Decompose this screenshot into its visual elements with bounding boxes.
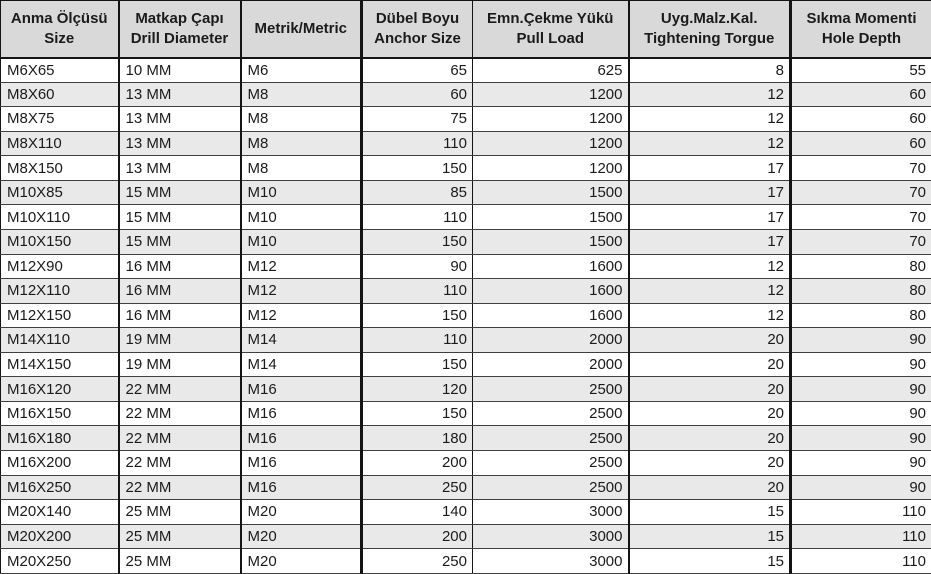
cell-hole-depth: 70 (791, 156, 931, 181)
cell-drill-diameter: 15 MM (119, 229, 241, 254)
cell-tightening-torque: 15 (629, 500, 791, 525)
cell-anchor-size: 110 (362, 131, 473, 156)
cell-drill-diameter: 10 MM (119, 58, 241, 83)
cell-metric: M10 (241, 205, 362, 230)
cell-hole-depth: 110 (791, 500, 931, 525)
table-row (1, 303, 931, 328)
header-metric (241, 1, 362, 58)
header-tightening-torque-en: Tightening Torgue (644, 29, 775, 47)
cell-metric: M20 (241, 549, 362, 574)
table-row (1, 229, 931, 254)
cell-metric: M10 (241, 229, 362, 254)
cell-drill-diameter: 25 MM (119, 500, 241, 525)
cell-size: M16X150 (1, 401, 119, 426)
cell-anchor-size: 150 (362, 156, 473, 181)
table-row (1, 131, 931, 156)
cell-anchor-size: 75 (362, 107, 473, 132)
cell-tightening-torque: 12 (629, 279, 791, 304)
cell-anchor-size: 110 (362, 328, 473, 353)
cell-tightening-torque: 17 (629, 180, 791, 205)
cell-size: M20X200 (1, 524, 119, 549)
table-row (1, 524, 931, 549)
cell-hole-depth: 90 (791, 426, 931, 451)
cell-metric: M12 (241, 303, 362, 328)
cell-anchor-size: 150 (362, 303, 473, 328)
cell-pull-load: 625 (473, 58, 629, 83)
cell-hole-depth: 70 (791, 180, 931, 205)
cell-pull-load: 1500 (473, 180, 629, 205)
cell-tightening-torque: 12 (629, 82, 791, 107)
table-row (1, 254, 931, 279)
cell-drill-diameter: 13 MM (119, 107, 241, 132)
cell-hole-depth: 70 (791, 205, 931, 230)
cell-pull-load: 1600 (473, 254, 629, 279)
cell-size: M16X120 (1, 377, 119, 402)
cell-size: M8X60 (1, 82, 119, 107)
cell-hole-depth: 55 (791, 58, 931, 83)
cell-anchor-size: 150 (362, 229, 473, 254)
cell-pull-load: 3000 (473, 549, 629, 574)
cell-hole-depth: 110 (791, 549, 931, 574)
cell-tightening-torque: 12 (629, 107, 791, 132)
cell-metric: M12 (241, 254, 362, 279)
table-row (1, 426, 931, 451)
cell-anchor-size: 60 (362, 82, 473, 107)
cell-size: M12X150 (1, 303, 119, 328)
cell-pull-load: 2000 (473, 352, 629, 377)
table-row (1, 352, 931, 377)
cell-drill-diameter: 16 MM (119, 254, 241, 279)
table-row (1, 107, 931, 132)
cell-tightening-torque: 8 (629, 58, 791, 83)
cell-hole-depth: 60 (791, 82, 931, 107)
cell-drill-diameter: 22 MM (119, 451, 241, 476)
cell-anchor-size: 65 (362, 58, 473, 83)
cell-drill-diameter: 13 MM (119, 131, 241, 156)
cell-size: M20X250 (1, 549, 119, 574)
cell-drill-diameter: 19 MM (119, 328, 241, 353)
cell-anchor-size: 200 (362, 524, 473, 549)
cell-tightening-torque: 15 (629, 549, 791, 574)
header-row (1, 1, 931, 58)
table-row (1, 500, 931, 525)
cell-pull-load: 2500 (473, 426, 629, 451)
cell-hole-depth: 80 (791, 303, 931, 328)
cell-drill-diameter: 25 MM (119, 524, 241, 549)
cell-hole-depth: 90 (791, 475, 931, 500)
header-anchor-size (362, 1, 473, 58)
cell-tightening-torque: 20 (629, 328, 791, 353)
cell-metric: M8 (241, 82, 362, 107)
cell-metric: M10 (241, 180, 362, 205)
cell-tightening-torque: 20 (629, 451, 791, 476)
cell-anchor-size: 85 (362, 180, 473, 205)
header-size-en: Size (44, 29, 75, 47)
header-anchor-size-tr: Dübel Boyu (375, 9, 460, 27)
table-row (1, 451, 931, 476)
cell-anchor-size: 90 (362, 254, 473, 279)
cell-drill-diameter: 25 MM (119, 549, 241, 574)
cell-anchor-size: 110 (362, 205, 473, 230)
table-row (1, 328, 931, 353)
cell-hole-depth: 90 (791, 328, 931, 353)
cell-size: M6X65 (1, 58, 119, 83)
cell-hole-depth: 90 (791, 451, 931, 476)
cell-pull-load: 3000 (473, 500, 629, 525)
table-row (1, 156, 931, 181)
header-pull-load (473, 1, 629, 58)
cell-size: M20X140 (1, 500, 119, 525)
cell-tightening-torque: 20 (629, 377, 791, 402)
cell-size: M12X110 (1, 279, 119, 304)
table-row (1, 279, 931, 304)
cell-hole-depth: 80 (791, 254, 931, 279)
cell-hole-depth: 90 (791, 352, 931, 377)
cell-size: M10X150 (1, 229, 119, 254)
header-hole-depth (791, 1, 931, 58)
table-header (1, 1, 931, 58)
cell-tightening-torque: 12 (629, 303, 791, 328)
cell-hole-depth: 60 (791, 131, 931, 156)
cell-size: M16X200 (1, 451, 119, 476)
cell-tightening-torque: 12 (629, 254, 791, 279)
cell-metric: M14 (241, 352, 362, 377)
table-row (1, 82, 931, 107)
cell-pull-load: 1200 (473, 156, 629, 181)
table-row (1, 401, 931, 426)
cell-metric: M14 (241, 328, 362, 353)
header-tightening-torque-tr: Uyg.Malz.Kal. (660, 9, 758, 27)
cell-metric: M8 (241, 107, 362, 132)
cell-metric: M16 (241, 377, 362, 402)
table-row (1, 180, 931, 205)
cell-hole-depth: 70 (791, 229, 931, 254)
cell-size: M10X110 (1, 205, 119, 230)
cell-drill-diameter: 22 MM (119, 401, 241, 426)
cell-pull-load: 2500 (473, 475, 629, 500)
cell-metric: M8 (241, 156, 362, 181)
table-row (1, 58, 931, 83)
cell-tightening-torque: 20 (629, 352, 791, 377)
cell-drill-diameter: 15 MM (119, 180, 241, 205)
cell-anchor-size: 140 (362, 500, 473, 525)
cell-metric: M20 (241, 524, 362, 549)
cell-pull-load: 2000 (473, 328, 629, 353)
cell-metric: M6 (241, 58, 362, 83)
header-drill-diameter (119, 1, 241, 58)
cell-hole-depth: 60 (791, 107, 931, 132)
header-drill-diameter-en: Drill Diameter (130, 29, 229, 47)
cell-metric: M16 (241, 451, 362, 476)
cell-anchor-size: 120 (362, 377, 473, 402)
cell-drill-diameter: 22 MM (119, 475, 241, 500)
cell-tightening-torque: 15 (629, 524, 791, 549)
cell-hole-depth: 110 (791, 524, 931, 549)
cell-anchor-size: 200 (362, 451, 473, 476)
table-body (1, 58, 931, 574)
cell-size: M16X180 (1, 426, 119, 451)
cell-size: M8X75 (1, 107, 119, 132)
cell-pull-load: 1200 (473, 131, 629, 156)
cell-tightening-torque: 20 (629, 426, 791, 451)
cell-anchor-size: 180 (362, 426, 473, 451)
header-hole-depth-tr: Sıkma Momenti (806, 9, 917, 27)
cell-pull-load: 2500 (473, 401, 629, 426)
cell-metric: M16 (241, 475, 362, 500)
cell-drill-diameter: 16 MM (119, 279, 241, 304)
cell-anchor-size: 250 (362, 549, 473, 574)
cell-hole-depth: 80 (791, 279, 931, 304)
cell-size: M10X85 (1, 180, 119, 205)
table-row (1, 377, 931, 402)
cell-pull-load: 2500 (473, 377, 629, 402)
header-drill-diameter-tr: Matkap Çapı (135, 9, 224, 27)
cell-tightening-torque: 17 (629, 205, 791, 230)
cell-metric: M16 (241, 401, 362, 426)
cell-hole-depth: 90 (791, 377, 931, 402)
header-tightening-torque (629, 1, 791, 58)
cell-size: M16X250 (1, 475, 119, 500)
cell-pull-load: 1600 (473, 279, 629, 304)
cell-anchor-size: 150 (362, 401, 473, 426)
cell-anchor-size: 250 (362, 475, 473, 500)
cell-drill-diameter: 22 MM (119, 377, 241, 402)
cell-pull-load: 2500 (473, 451, 629, 476)
cell-pull-load: 1500 (473, 205, 629, 230)
cell-metric: M20 (241, 500, 362, 525)
cell-metric: M8 (241, 131, 362, 156)
cell-pull-load: 1600 (473, 303, 629, 328)
cell-tightening-torque: 12 (629, 131, 791, 156)
cell-size: M14X110 (1, 328, 119, 353)
header-pull-load-tr: Emn.Çekme Yükü (487, 9, 614, 27)
cell-metric: M16 (241, 426, 362, 451)
cell-size: M8X110 (1, 131, 119, 156)
cell-anchor-size: 150 (362, 352, 473, 377)
cell-drill-diameter: 13 MM (119, 82, 241, 107)
cell-pull-load: 1200 (473, 82, 629, 107)
cell-drill-diameter: 19 MM (119, 352, 241, 377)
cell-pull-load: 1200 (473, 107, 629, 132)
header-metric-tr: Metrik/Metric (254, 19, 348, 37)
table-row (1, 475, 931, 500)
header-anchor-size-en: Anchor Size (374, 29, 461, 47)
cell-drill-diameter: 13 MM (119, 156, 241, 181)
cell-size: M14X150 (1, 352, 119, 377)
header-size (1, 1, 119, 58)
cell-pull-load: 3000 (473, 524, 629, 549)
cell-hole-depth: 90 (791, 401, 931, 426)
table-row (1, 205, 931, 230)
cell-metric: M12 (241, 279, 362, 304)
cell-drill-diameter: 22 MM (119, 426, 241, 451)
table-row (1, 549, 931, 574)
header-pull-load-en: Pull Load (516, 29, 584, 47)
cell-tightening-torque: 17 (629, 156, 791, 181)
cell-tightening-torque: 17 (629, 229, 791, 254)
cell-anchor-size: 110 (362, 279, 473, 304)
cell-drill-diameter: 15 MM (119, 205, 241, 230)
header-hole-depth-en: Hole Depth (821, 29, 902, 47)
cell-tightening-torque: 20 (629, 401, 791, 426)
cell-size: M12X90 (1, 254, 119, 279)
cell-pull-load: 1500 (473, 229, 629, 254)
cell-drill-diameter: 16 MM (119, 303, 241, 328)
header-size-tr: Anma Ölçüsü (10, 9, 108, 27)
cell-tightening-torque: 20 (629, 475, 791, 500)
cell-size: M8X150 (1, 156, 119, 181)
